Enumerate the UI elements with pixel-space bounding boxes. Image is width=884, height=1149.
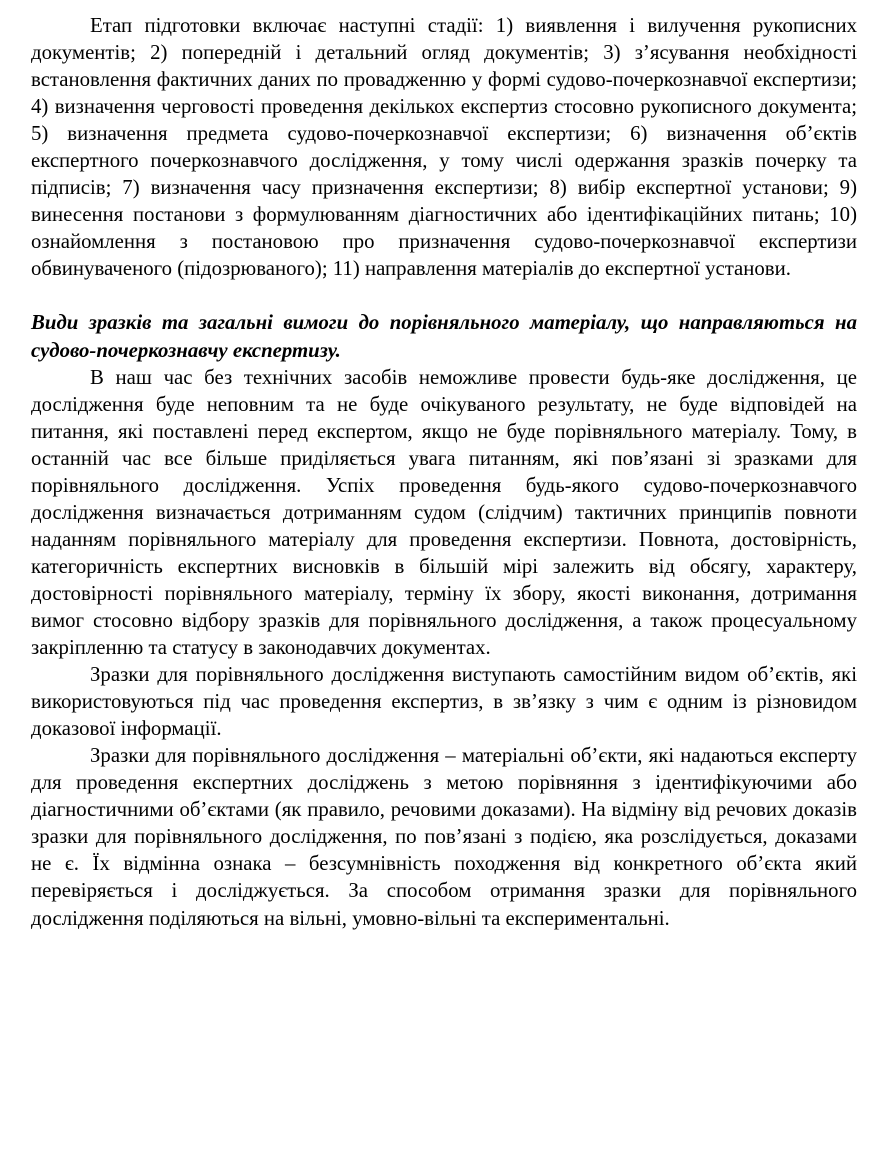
paragraph-samples-objects: Зразки для порівняльного дослідження виступають самостійним видом об’єктів, які використовуються під час проведення експертиз, в зв’язку з чим є одним із різновидом доказової інформації.	[31, 663, 857, 741]
paragraph-comparative-material: В наш час без технічних засобів неможливе провести будь-яке дослідження, це дослідження буде неповним та не буде очікуваного результату, не буде відповідей на питання, які поставлені перед експертом, якщо не буде порівняльного матеріалу. Тому, в останній час все більше приділяється увага питанням, які пов’язані зі зразками для порівняльного дослідження. Успіх проведення будь-якого судово-почеркознавчого дослідження визначається дотриманням судом (слідчим) тактичних принципів повноти наданням порівняльного матеріалу для проведення експертизи. Повнота, достовірність, категоричність експертних висновків в більшій мірі залежить від обсягу, характеру, достовірності порівняльного матеріалу, терміну їх збору, якості виконання, дотримання вимог стосовно відбору зразків для порівняльного дослідження, а також процесуальному закріпленню та статусу в законодавчих документах.	[31, 365, 857, 660]
section-heading: Види зразків та загальні вимоги до порівняльного матеріалу, що направляються на судово-почеркознавчу експертизу.	[31, 311, 857, 362]
paragraph-stages: Етап підготовки включає наступні стадії: 1) виявлення і вилучення рукописних документів; 2) попередній і детальний огляд документів; 3) з’ясування необхідності встановлення фактичних даних по провадженню у формі судово-почеркознавчої експертизи; 4) визначення черговості проведення декількох експертиз стосовно рукописного документа; 5) визначення предмета судово-почеркознавчої експертизи; 6) визначення об’єктів експертного почеркознавчого дослідження, у тому числі одержання зразків почерку та підписів; 7) визначення часу призначення експертизи; 8) вибір експертної установи; 9) винесення постанови з формулюванням діагностичних або ідентифікаційних питань; 10) ознайомлення з постановою про призначення судово-почеркознавчої експертизи обвинуваченого (підозрюваного); 11) направлення матеріалів до експертної установи.	[31, 14, 857, 281]
document-page	[31, 12, 857, 932]
paragraph-samples-definition: Зразки для порівняльного дослідження – матеріальні об’єкти, які надаються експерту для проведення експертних досліджень з метою порівняння з ідентифікуючими або діагностичними об’єктами (як правило, речовими доказами). На відміну від речових доказів зразки для порівняльного дослідження, по пов’язані з подією, яка розслідується, доказами не є. Їх відмінна ознака – безсумнівність походження від конкретного об’єкта який перевіряється і досліджується. За способом отримання зразки для порівняльного дослідження поділяються на вільні, умовно-вільні та експериментальні.	[31, 744, 857, 930]
